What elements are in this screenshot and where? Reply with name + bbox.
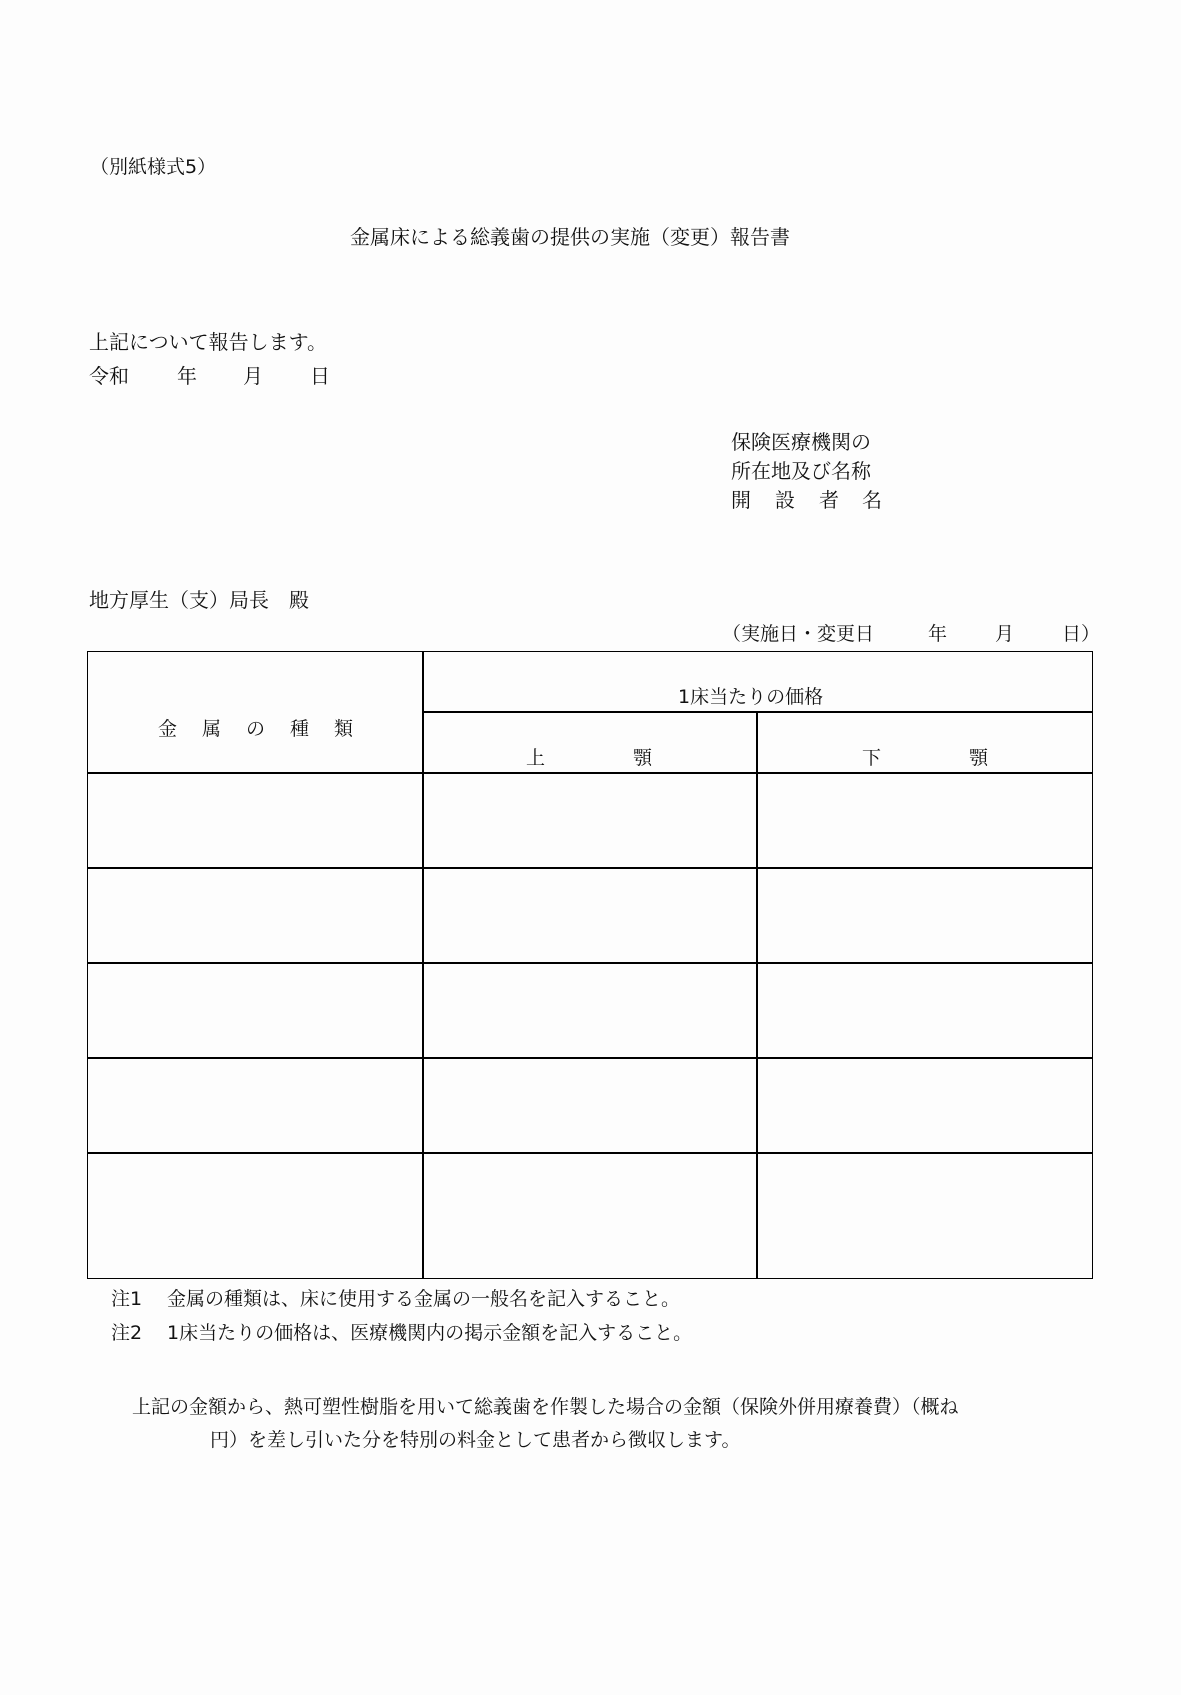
founder-char: 設 — [775, 488, 795, 512]
closing-line-2: 円）を差し引いた分を特別の料金として患者から徴収します。 — [210, 1429, 741, 1451]
header-char: 金 — [158, 718, 178, 740]
upper-price-cell[interactable] — [424, 963, 756, 1057]
metal-price-table — [87, 651, 1093, 1279]
year-label: 年 — [177, 364, 197, 388]
implementation-date-label: （実施日・変更日 — [722, 623, 875, 645]
upper-price-cell[interactable] — [424, 868, 756, 962]
lower-price-cell[interactable] — [758, 868, 1092, 962]
metal-type-cell[interactable] — [88, 1058, 422, 1152]
era-label: 令和 — [89, 364, 129, 388]
metal-type-cell[interactable] — [88, 1153, 422, 1277]
applicant-line-institution: 保険医療機関の — [731, 430, 871, 454]
note-text: 1床当たりの価格は、医療機関内の掲示金額を記入すること。 — [167, 1322, 693, 1344]
note-text: 金属の種類は、床に使用する金属の一般名を記入すること。 — [167, 1288, 681, 1310]
header-char: 下 — [862, 747, 882, 769]
lower-price-cell[interactable] — [758, 963, 1092, 1057]
lower-price-cell[interactable] — [758, 1153, 1092, 1277]
header-char: 属 — [202, 718, 222, 740]
impl-year-label: 年 — [928, 623, 948, 645]
header-char: 上 — [526, 747, 546, 769]
metal-type-cell[interactable] — [88, 868, 422, 962]
header-char: 顎 — [969, 747, 989, 769]
impl-day-label: 日） — [1062, 623, 1101, 645]
founder-char: 名 — [862, 488, 882, 512]
upper-price-cell[interactable] — [424, 773, 756, 867]
header-char: 顎 — [633, 747, 653, 769]
applicant-line-address-name: 所在地及び名称 — [731, 459, 871, 483]
founder-char: 者 — [819, 488, 839, 512]
header-price-per-denture: 1床当たりの価格 — [678, 686, 824, 708]
founder-char: 開 — [731, 488, 751, 512]
document-title: 金属床による総義歯の提供の実施（変更）報告書 — [350, 225, 790, 249]
report-statement: 上記について報告します。 — [89, 330, 327, 354]
upper-price-cell[interactable] — [424, 1153, 756, 1277]
note-label: 注1 — [111, 1288, 143, 1310]
upper-price-cell[interactable] — [424, 1058, 756, 1152]
metal-type-cell[interactable] — [88, 773, 422, 867]
metal-type-cell[interactable] — [88, 963, 422, 1057]
header-char: 種 — [290, 718, 310, 740]
month-label: 月 — [243, 364, 263, 388]
addressee: 地方厚生（支）局長 殿 — [89, 588, 309, 612]
header-char: の — [246, 718, 266, 740]
day-label: 日 — [310, 364, 330, 388]
lower-price-cell[interactable] — [758, 773, 1092, 867]
row-divider — [422, 711, 1092, 713]
lower-price-cell[interactable] — [758, 1058, 1092, 1152]
form-number: （別紙様式5） — [90, 156, 217, 178]
header-char: 類 — [334, 718, 354, 740]
impl-month-label: 月 — [995, 623, 1015, 645]
note-label: 注2 — [111, 1322, 143, 1344]
closing-line-1: 上記の金額から、熱可塑性樹脂を用いて総義歯を作製した場合の金額（保険外併用療養費）（概ね — [132, 1396, 959, 1418]
